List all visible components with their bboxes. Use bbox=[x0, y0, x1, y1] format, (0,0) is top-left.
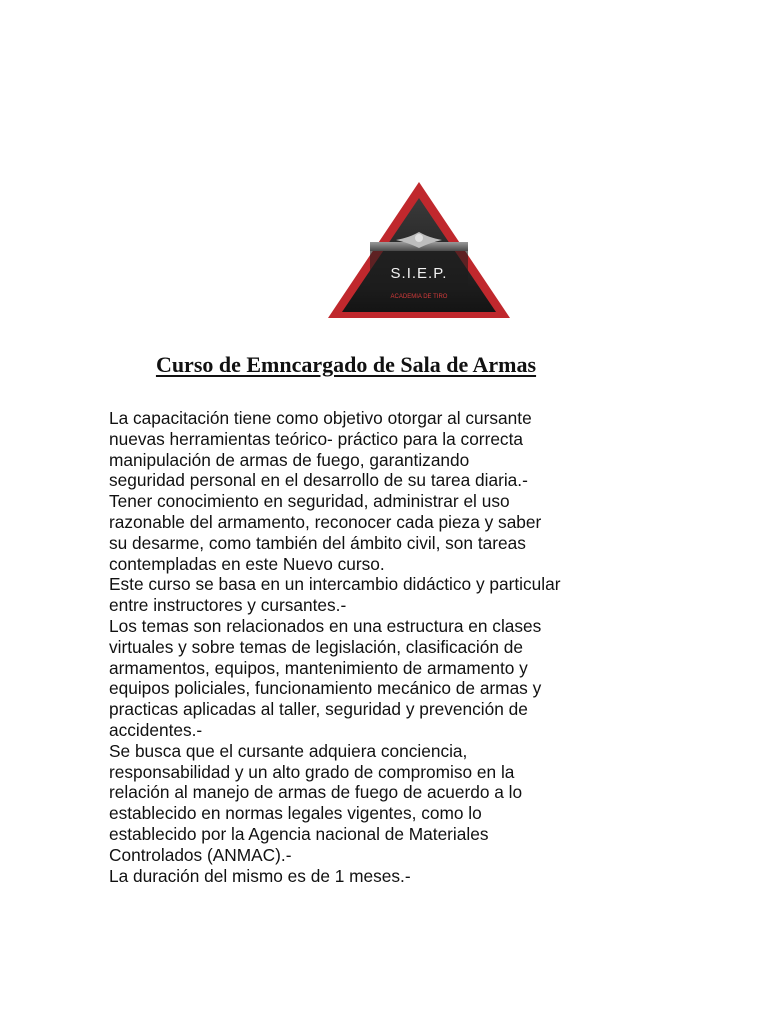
body-line: relación al manejo de armas de fuego de acuerdo a lo bbox=[109, 782, 523, 803]
body-line: su desarme, como también del ámbito civil, son tareas bbox=[109, 532, 526, 553]
body-line: establecido en normas legales vigentes, como lo bbox=[109, 803, 482, 824]
body-line: Controlados (ANMAC).- bbox=[109, 844, 292, 865]
triangle-emblem-icon bbox=[326, 180, 512, 322]
logo-subtitle: ACADEMIA DE TIRO bbox=[390, 294, 448, 300]
body-line: establecido por la Agencia nacional de Materiales bbox=[109, 823, 489, 844]
body-line: La duración del mismo es de 1 meses.- bbox=[109, 865, 411, 886]
body-line: Los temas son relacionados en una estructura en clases bbox=[109, 615, 542, 636]
body-line: armamentos, equipos, mantenimiento de armamento y bbox=[109, 657, 528, 678]
logo-title: S.I.E.P. bbox=[390, 265, 448, 282]
body-line: La capacitación tiene como objetivo otorgar al cursante bbox=[109, 408, 532, 428]
body-line: equipos policiales, funcionamiento mecánico de armas y bbox=[109, 678, 542, 699]
body-line: manipulación de armas de fuego, garantizando bbox=[109, 449, 470, 470]
body-paragraph bbox=[109, 408, 609, 886]
body-line: seguridad personal en el desarrollo de su tarea diaria.- bbox=[109, 470, 528, 491]
body-line: nuevas herramientas teórico- práctico para la correcta bbox=[109, 428, 523, 449]
body-line: responsabilidad y un alto grado de compromiso en la bbox=[109, 761, 515, 782]
body-line: Se busca que el cursante adquiera conciencia, bbox=[109, 740, 468, 761]
body-line: virtuales y sobre temas de legislación, clasificación de bbox=[109, 636, 523, 657]
siep-logo bbox=[326, 180, 512, 322]
body-line: Este curso se basa en un intercambio didáctico y particular bbox=[109, 574, 561, 595]
body-line: contempladas en este Nuevo curso. bbox=[109, 553, 385, 574]
body-line: practicas aplicadas al taller, seguridad y prevención de bbox=[109, 699, 528, 720]
body-line: razonable del armamento, reconocer cada pieza y saber bbox=[109, 511, 542, 532]
body-line: Tener conocimiento en seguridad, administrar el uso bbox=[109, 491, 510, 512]
body-line: entre instructores y cursantes.- bbox=[109, 595, 347, 616]
body-line: accidentes.- bbox=[109, 719, 203, 740]
document-title: Curso de Emncargado de Sala de Armas bbox=[155, 352, 537, 377]
